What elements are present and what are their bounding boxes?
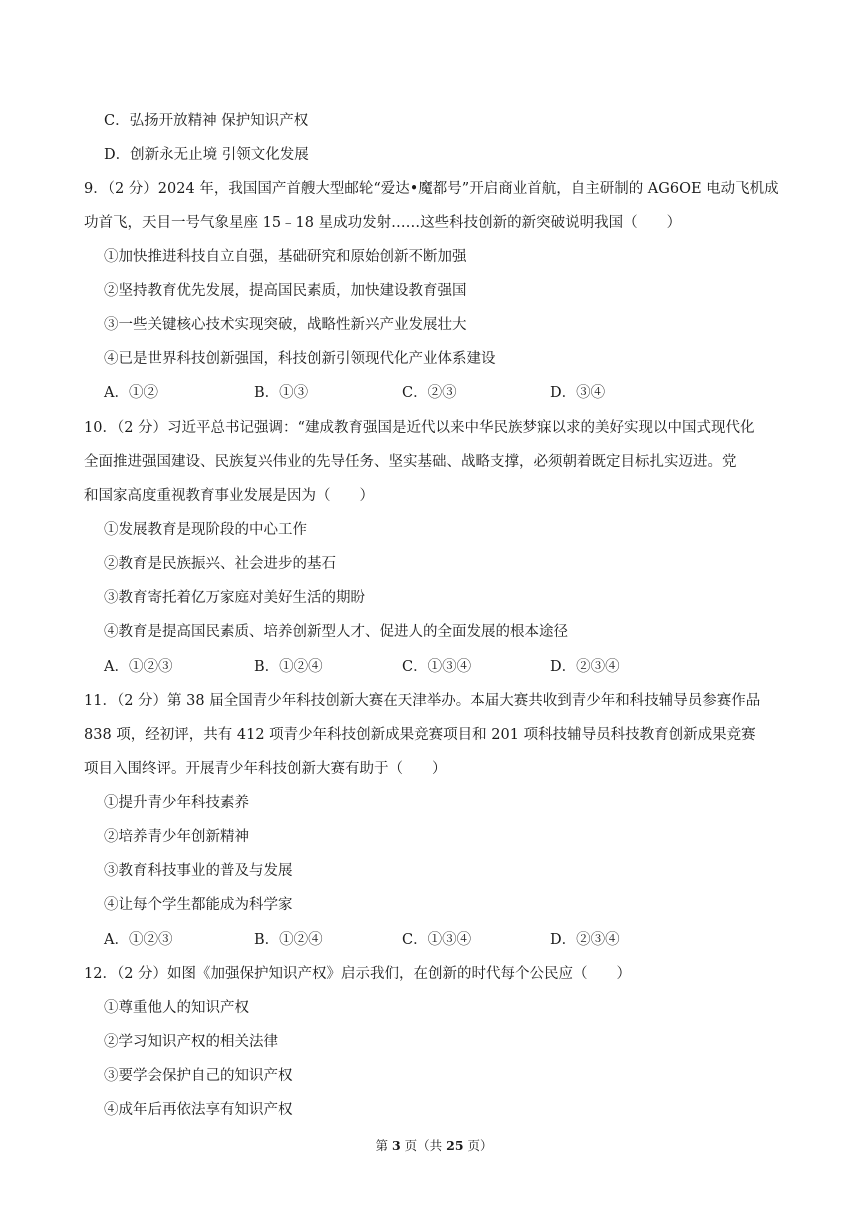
q9-stem-line2: 功首飞，天目一号气象星座 15﹣18 星成功发射……这些科技创新的新突破说明我国（ ）	[84, 215, 682, 231]
q10-stem-line2: 全面推进强国建设、民族复兴伟业的先导任务、坚实基础、战略支撑，必须朝着既定目标扎实迈进。党	[84, 454, 737, 470]
q10-option-b[interactable]: B．①②④	[254, 659, 323, 675]
q10-option-a[interactable]: A．①②③	[104, 659, 173, 675]
q10-statement-3: ③教育寄托着亿万家庭对美好生活的期盼	[104, 590, 365, 606]
q9-option-a[interactable]: A．①②	[104, 385, 158, 401]
footer-middle: 页（共	[400, 1138, 447, 1153]
prev-option-c: C．弘扬开放精神 保护知识产权	[104, 113, 309, 129]
q9-option-d[interactable]: D．③④	[550, 385, 606, 401]
q9-statement-4: ④已是世界科技创新强国，科技创新引领现代化产业体系建设	[104, 351, 496, 367]
q11-statement-1: ①提升青少年科技素养	[104, 795, 249, 811]
q10-option-d[interactable]: D．②③④	[550, 659, 620, 675]
q11-stem-line2: 838 项，经初评，共有 412 项青少年科技创新成果竞赛项目和 201 项科技辅导员科技教育创新成果竞赛	[84, 727, 756, 743]
q10-stem-line3: 和国家高度重视教育事业发展是因为（ ）	[84, 488, 374, 504]
q9-option-b[interactable]: B．①③	[254, 385, 309, 401]
q9-statement-1: ①加快推进科技自立自强，基础研究和原始创新不断加强	[104, 249, 467, 265]
q11-options	[104, 930, 804, 950]
q9-statement-3: ③一些关键核心技术实现突破，战略性新兴产业发展壮大	[104, 317, 467, 333]
q11-statement-2: ②培养青少年创新精神	[104, 829, 249, 845]
q10-statement-1: ①发展教育是现阶段的中心工作	[104, 522, 307, 538]
q11-option-b[interactable]: B．①②④	[254, 932, 323, 948]
footer-prefix: 第	[375, 1138, 392, 1153]
q10-statement-4: ④教育是提高国民素质、培养创新型人才、促进人的全面发展的根本途径	[104, 624, 568, 640]
q9-options	[104, 383, 804, 403]
q12-stem-line1: 12．（2 分）如图《加强保护知识产权》启示我们，在创新的时代每个公民应（ ）	[84, 966, 632, 982]
q12-statement-3: ③要学会保护自己的知识产权	[104, 1068, 293, 1084]
page-footer	[0, 1137, 868, 1155]
footer-page-number: 3	[391, 1138, 401, 1153]
footer-total-pages: 25	[446, 1138, 464, 1153]
q12-statement-2: ②学习知识产权的相关法律	[104, 1034, 278, 1050]
q10-stem-line1: 10．（2 分）习近平总书记强调：“建成教育强国是近代以来中华民族梦寐以求的美好实现以中国式现代化	[84, 420, 755, 436]
q11-statement-4: ④让每个学生都能成为科学家	[104, 897, 293, 913]
q10-statement-2: ②教育是民族振兴、社会进步的基石	[104, 556, 336, 572]
q12-statement-1: ①尊重他人的知识产权	[104, 1000, 249, 1016]
q11-option-d[interactable]: D．②③④	[550, 932, 620, 948]
q12-statement-4: ④成年后再依法享有知识产权	[104, 1102, 293, 1118]
footer-suffix: 页）	[463, 1138, 493, 1153]
q9-stem-line1: 9．（2 分）2024 年，我国国产首艘大型邮轮“爱达•魔都号”开启商业首航，自主研制的 AG6OE 电动飞机成	[84, 181, 779, 197]
q10-options	[104, 657, 804, 677]
q11-stem-line3: 项目入围终评。开展青少年科技创新大赛有助于（ ）	[84, 761, 447, 777]
q9-statement-2: ②坚持教育优先发展，提高国民素质，加快建设教育强国	[104, 283, 467, 299]
q10-option-c[interactable]: C．①③④	[402, 659, 472, 675]
q11-statement-3: ③教育科技事业的普及与发展	[104, 863, 293, 879]
q11-stem-line1: 11．（2 分）第 38 届全国青少年科技创新大赛在天津举办。本届大赛共收到青少年和科技辅导员参赛作品	[84, 693, 761, 709]
q11-option-a[interactable]: A．①②③	[104, 932, 173, 948]
prev-option-d: D．创新永无止境 引领文化发展	[104, 147, 309, 163]
q11-option-c[interactable]: C．①③④	[402, 932, 472, 948]
q9-option-c[interactable]: C．②③	[402, 385, 457, 401]
